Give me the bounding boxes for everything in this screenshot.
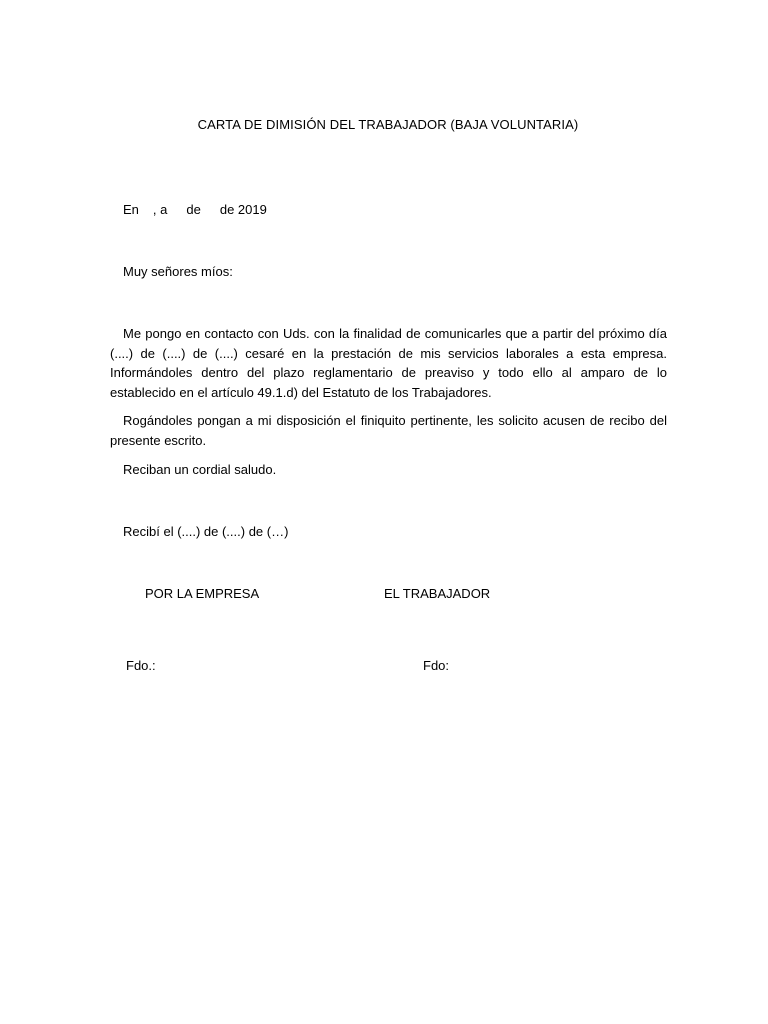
fdo-company: Fdo.: [126,658,156,673]
signature-worker-label: EL TRABAJADOR [384,586,491,601]
fdo-worker: Fdo: [423,658,450,673]
date-de: de [186,202,201,217]
date-en: En [123,202,139,217]
received-line: Recibí el (....) de (....) de (…) [123,524,289,539]
date-year: de 2019 [219,202,267,217]
closing-line: Reciban un cordial saludo. [123,462,277,477]
body-paragraph-2: Rogándoles pongan a mi disposición el finiquito pertinente, les solicito acusen de recibo del presente escrito. [110,413,667,448]
date-line [123,202,267,217]
date-a: , a [152,202,168,217]
signature-company-label: POR LA EMPRESA [145,586,260,601]
body-paragraph-1: Me pongo en contacto con Uds. con la finalidad de comunicarles que a partir del próximo día (....) de (....) de (....) cesaré en la prestación de mis servicios laborales a esta empresa. Informándoles dentro del plazo reglamentario de preaviso y todo ello al amparo de lo establecido en el artículo 49.1.d) del Estatuto de los Trabajadores. [110,326,667,400]
letter-title: CARTA DE DIMISIÓN DEL TRABAJADOR (BAJA VOLUNTARIA) [197,117,579,132]
greeting: Muy señores míos: [123,264,233,279]
